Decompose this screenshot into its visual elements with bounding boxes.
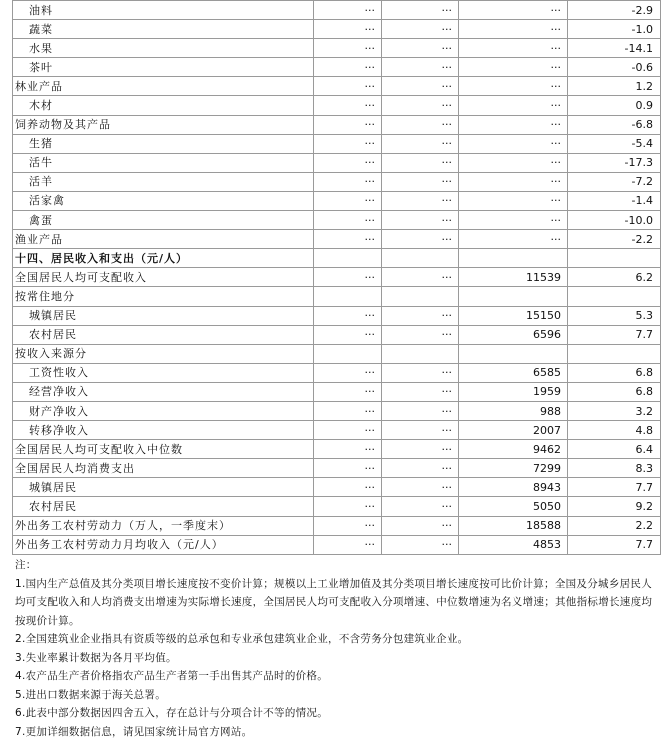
cell-c4: -2.2 xyxy=(568,230,661,249)
cell-c4 xyxy=(568,344,661,363)
cell-c1: ··· xyxy=(314,77,382,96)
cell-c1: ··· xyxy=(314,115,382,134)
cell-c4: -14.1 xyxy=(568,39,661,58)
cell-c1 xyxy=(314,249,382,268)
statistics-table-body xyxy=(13,1,661,555)
cell-c4: -1.0 xyxy=(568,20,661,39)
cell-c1: ··· xyxy=(314,134,382,153)
cell-c4 xyxy=(568,249,661,268)
row-label: 全国居民人均消费支出 xyxy=(13,459,314,478)
statistics-table xyxy=(12,0,661,555)
row-label: 油料 xyxy=(13,1,314,20)
cell-c3: ··· xyxy=(459,191,568,210)
cell-c3: 6596 xyxy=(459,325,568,344)
cell-c1: ··· xyxy=(314,1,382,20)
row-label: 蔬菜 xyxy=(13,20,314,39)
cell-c4: 1.2 xyxy=(568,77,661,96)
row-label: 按收入来源分 xyxy=(13,344,314,363)
cell-c3: ··· xyxy=(459,1,568,20)
table-row xyxy=(13,211,661,230)
cell-c4: 4.8 xyxy=(568,421,661,440)
cell-c2: ··· xyxy=(382,421,459,440)
cell-c3: 7299 xyxy=(459,459,568,478)
note-item: 6.此表中部分数据因四舍五入，存在总计与分项合计不等的情况。 xyxy=(15,707,329,719)
cell-c1: ··· xyxy=(314,20,382,39)
cell-c4: 6.2 xyxy=(568,268,661,287)
cell-c4: -17.3 xyxy=(568,153,661,172)
table-row xyxy=(13,172,661,191)
notes-title: 注： xyxy=(15,559,37,571)
cell-c1: ··· xyxy=(314,535,382,554)
cell-c4: 3.2 xyxy=(568,401,661,420)
cell-c1 xyxy=(314,344,382,363)
cell-c4: -6.8 xyxy=(568,115,661,134)
cell-c2: ··· xyxy=(382,172,459,191)
cell-c4: -2.9 xyxy=(568,1,661,20)
cell-c1: ··· xyxy=(314,325,382,344)
table-row xyxy=(13,20,661,39)
row-label: 经营净收入 xyxy=(13,382,314,401)
row-label: 饲养动物及其产品 xyxy=(13,115,314,134)
row-label: 十四、居民收入和支出（元/人） xyxy=(13,249,314,268)
cell-c4: -1.4 xyxy=(568,191,661,210)
cell-c2: ··· xyxy=(382,268,459,287)
row-label: 财产净收入 xyxy=(13,401,314,420)
table-row xyxy=(13,382,661,401)
cell-c4: 2.2 xyxy=(568,516,661,535)
row-label: 水果 xyxy=(13,39,314,58)
cell-c3: ··· xyxy=(459,134,568,153)
cell-c1: ··· xyxy=(314,172,382,191)
table-row xyxy=(13,363,661,382)
cell-c3: 15150 xyxy=(459,306,568,325)
cell-c2: ··· xyxy=(382,96,459,115)
row-label: 活羊 xyxy=(13,172,314,191)
cell-c2: ··· xyxy=(382,497,459,516)
row-label: 全国居民人均可支配收入 xyxy=(13,268,314,287)
cell-c1: ··· xyxy=(314,230,382,249)
table-row xyxy=(13,58,661,77)
row-label: 茶叶 xyxy=(13,58,314,77)
cell-c3: 8943 xyxy=(459,478,568,497)
cell-c3: 1959 xyxy=(459,382,568,401)
row-label: 城镇居民 xyxy=(13,306,314,325)
cell-c3 xyxy=(459,249,568,268)
note-item: 4.农产品生产者价格指农产品生产者第一手出售其产品时的价格。 xyxy=(15,670,329,682)
cell-c4: -7.2 xyxy=(568,172,661,191)
row-label: 活牛 xyxy=(13,153,314,172)
cell-c3: ··· xyxy=(459,96,568,115)
cell-c3: ··· xyxy=(459,115,568,134)
table-row xyxy=(13,191,661,210)
table-row xyxy=(13,325,661,344)
cell-c2: ··· xyxy=(382,459,459,478)
section-header-row xyxy=(13,249,661,268)
table-row xyxy=(13,115,661,134)
cell-c4: 7.7 xyxy=(568,478,661,497)
row-label: 全国居民人均可支配收入中位数 xyxy=(13,440,314,459)
note-item: 2.全国建筑业企业指具有资质等级的总承包和专业承包建筑业企业，不含劳务分包建筑业企业。 xyxy=(15,633,469,645)
cell-c3: ··· xyxy=(459,39,568,58)
row-label: 活家禽 xyxy=(13,191,314,210)
notes-list xyxy=(15,575,660,742)
note-item: 3.失业率累计数据为各月平均值。 xyxy=(15,651,177,664)
cell-c2: ··· xyxy=(382,20,459,39)
cell-c1: ··· xyxy=(314,153,382,172)
cell-c2: ··· xyxy=(382,211,459,230)
cell-c4: -5.4 xyxy=(568,134,661,153)
table-row xyxy=(13,421,661,440)
notes-section xyxy=(15,556,660,741)
cell-c4: 6.4 xyxy=(568,440,661,459)
table-row xyxy=(13,478,661,497)
cell-c1: ··· xyxy=(314,306,382,325)
cell-c2: ··· xyxy=(382,401,459,420)
cell-c4: 8.3 xyxy=(568,459,661,478)
cell-c1: ··· xyxy=(314,459,382,478)
cell-c3: 5050 xyxy=(459,497,568,516)
cell-c1: ··· xyxy=(314,440,382,459)
table-row xyxy=(13,96,661,115)
table-row xyxy=(13,230,661,249)
table-row xyxy=(13,1,661,20)
cell-c3: 988 xyxy=(459,401,568,420)
cell-c2: ··· xyxy=(382,382,459,401)
cell-c4: 7.7 xyxy=(568,535,661,554)
cell-c2: ··· xyxy=(382,134,459,153)
cell-c1: ··· xyxy=(314,268,382,287)
cell-c2: ··· xyxy=(382,58,459,77)
cell-c3: ··· xyxy=(459,20,568,39)
note-item: 1.国内生产总值及其分类项目增长速度按不变价计算；规模以上工业增加值及其分类项目增长速度按可比价计算；全国及分城乡居民人均可支配收入和人均消费支出增速为实际增长速度，全国居民人均可支配收入分项增速、中位数增速为名义增速；其他指标增长速度均按现价计算。 xyxy=(15,577,653,627)
table-row xyxy=(13,440,661,459)
row-label: 外出务工农村劳动力（万人，一季度末） xyxy=(13,516,314,535)
row-label: 城镇居民 xyxy=(13,478,314,497)
row-label: 渔业产品 xyxy=(13,230,314,249)
table-row xyxy=(13,344,661,363)
cell-c3: 9462 xyxy=(459,440,568,459)
table-row xyxy=(13,134,661,153)
note-item: 5.进出口数据来源于海关总署。 xyxy=(15,688,167,701)
cell-c2: ··· xyxy=(382,191,459,210)
cell-c2 xyxy=(382,287,459,306)
cell-c2: ··· xyxy=(382,115,459,134)
cell-c1: ··· xyxy=(314,401,382,420)
table-row xyxy=(13,535,661,554)
table-row xyxy=(13,306,661,325)
cell-c1: ··· xyxy=(314,497,382,516)
cell-c2: ··· xyxy=(382,440,459,459)
cell-c1: ··· xyxy=(314,478,382,497)
cell-c4: 7.7 xyxy=(568,325,661,344)
row-label: 禽蛋 xyxy=(13,211,314,230)
cell-c1: ··· xyxy=(314,58,382,77)
cell-c1: ··· xyxy=(314,39,382,58)
table-row xyxy=(13,287,661,306)
row-label: 林业产品 xyxy=(13,77,314,96)
table-row xyxy=(13,39,661,58)
row-label: 外出务工农村劳动力月均收入（元/人） xyxy=(13,535,314,554)
table-row xyxy=(13,516,661,535)
cell-c4: 9.2 xyxy=(568,497,661,516)
cell-c2: ··· xyxy=(382,325,459,344)
table-row xyxy=(13,268,661,287)
cell-c1: ··· xyxy=(314,421,382,440)
cell-c1: ··· xyxy=(314,211,382,230)
cell-c1 xyxy=(314,287,382,306)
cell-c2: ··· xyxy=(382,77,459,96)
cell-c4: 6.8 xyxy=(568,363,661,382)
cell-c1: ··· xyxy=(314,191,382,210)
row-label: 农村居民 xyxy=(13,325,314,344)
cell-c1: ··· xyxy=(314,96,382,115)
row-label: 生猪 xyxy=(13,134,314,153)
cell-c3: 2007 xyxy=(459,421,568,440)
cell-c4: -10.0 xyxy=(568,211,661,230)
cell-c4 xyxy=(568,287,661,306)
cell-c3: ··· xyxy=(459,230,568,249)
cell-c2: ··· xyxy=(382,153,459,172)
cell-c2: ··· xyxy=(382,1,459,20)
cell-c2: ··· xyxy=(382,535,459,554)
cell-c4: 6.8 xyxy=(568,382,661,401)
cell-c3: 4853 xyxy=(459,535,568,554)
row-label: 转移净收入 xyxy=(13,421,314,440)
cell-c1: ··· xyxy=(314,516,382,535)
cell-c4: -0.6 xyxy=(568,58,661,77)
cell-c1: ··· xyxy=(314,363,382,382)
table-row xyxy=(13,77,661,96)
cell-c3: ··· xyxy=(459,153,568,172)
row-label: 工资性收入 xyxy=(13,363,314,382)
table-row xyxy=(13,401,661,420)
row-label: 农村居民 xyxy=(13,497,314,516)
cell-c3: 6585 xyxy=(459,363,568,382)
cell-c1: ··· xyxy=(314,382,382,401)
cell-c2 xyxy=(382,344,459,363)
cell-c2: ··· xyxy=(382,363,459,382)
cell-c2: ··· xyxy=(382,478,459,497)
table-row xyxy=(13,459,661,478)
cell-c2: ··· xyxy=(382,516,459,535)
cell-c3: 18588 xyxy=(459,516,568,535)
cell-c2: ··· xyxy=(382,230,459,249)
row-label: 木材 xyxy=(13,96,314,115)
cell-c4: 0.9 xyxy=(568,96,661,115)
cell-c3: 11539 xyxy=(459,268,568,287)
cell-c2: ··· xyxy=(382,306,459,325)
cell-c2 xyxy=(382,249,459,268)
table-row xyxy=(13,497,661,516)
cell-c3 xyxy=(459,344,568,363)
table-row xyxy=(13,153,661,172)
cell-c3: ··· xyxy=(459,77,568,96)
cell-c3: ··· xyxy=(459,58,568,77)
cell-c4: 5.3 xyxy=(568,306,661,325)
note-item: 7.更加详细数据信息，请见国家统计局官方网站。 xyxy=(15,725,253,738)
cell-c2: ··· xyxy=(382,39,459,58)
row-label: 按常住地分 xyxy=(13,287,314,306)
cell-c3 xyxy=(459,287,568,306)
cell-c3: ··· xyxy=(459,172,568,191)
cell-c3: ··· xyxy=(459,211,568,230)
